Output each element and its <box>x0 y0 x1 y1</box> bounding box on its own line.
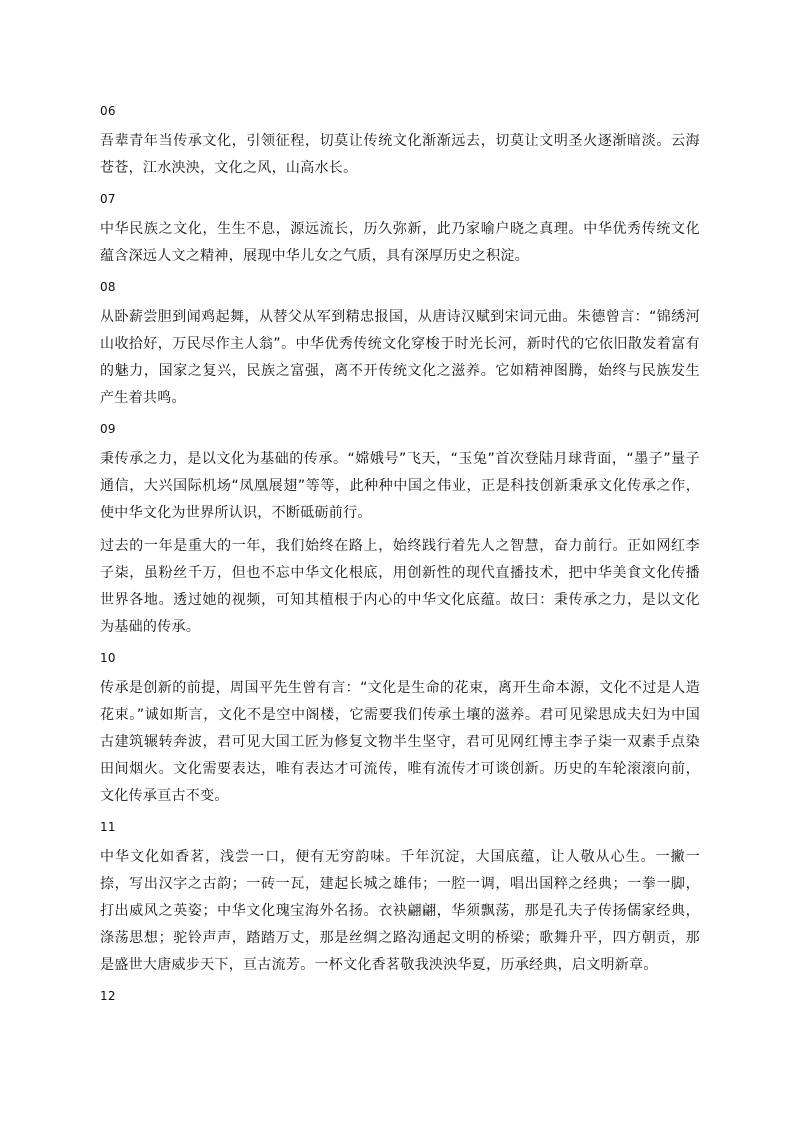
paragraph: 从卧薪尝胆到闻鸡起舞，从替父从军到精忠报国，从唐诗汉赋到宋词元曲。朱德曾言：“锦绣河山收拾好，万民尽作主人翁”。中华优秀传统文化穿梭于时光长河，新时代的它依旧散发着富有的魅力，国家之复兴，民族之富强，离不开传统文化之滋养。它如精神图腾，始终与民族发生产生着共鸣。 <box>100 309 700 406</box>
section-06 <box>100 100 700 182</box>
section-09 <box>100 418 700 641</box>
paragraph: 中华文化如香茗，浅尝一口，便有无穷韵味。千年沉淀，大国底蕴，让人敬从心生。一撇一捺，写出汉字之古韵；一砖一瓦，建起长城之雄伟；一腔一调，唱出国粹之经典；一拳一脚，打出威风之英姿；中华文化瑰宝海外名扬。衣袂翩翩，华须飘荡，那是孔夫子传扬儒家经典，涤荡思想；驼铃声声，踏踏万丈，那是丝绸之路沟通起文明的桥梁；歌舞升平，四方朝贡，那是盛世大唐威步天下，亘古流芳。一杯文化香茗敬我泱泱华夏，历承经典，启文明新章。 <box>100 849 700 973</box>
document-body <box>100 100 700 1013</box>
section-number: 09 <box>100 422 116 436</box>
paragraph: 秉传承之力，是以文化为基础的传承。“嫦娥号”飞天，“玉兔”首次登陆月球背面，“墨子”量子通信，大兴国际机场“凤凰展翅”等等，此种种中国之伟业，正是科技创新秉承文化传承之作，使中华文化为世界所认识，不断砥砺前行。 <box>100 451 700 521</box>
section-number: 06 <box>100 104 116 118</box>
section-number: 11 <box>100 820 116 834</box>
section-number: 12 <box>100 989 116 1003</box>
section-10 <box>100 647 700 810</box>
section-07 <box>100 188 700 270</box>
paragraph: 过去的一年是重大的一年，我们始终在路上，始终践行着先人之智慧，奋力前行。正如网红李子柒，虽粉丝千万，但也不忘中华文化根底，用创新性的现代直播技术，把中华美食文化传播世界各地。透过她的视频，可知其植根于内心的中华文化底蕴。故曰：秉传承之力，是以文化为基础的传承。 <box>100 538 700 635</box>
section-number: 10 <box>100 651 116 665</box>
section-number: 08 <box>100 280 116 294</box>
section-12 <box>100 985 700 1007</box>
paragraph: 中华民族之文化，生生不息，源远流长，历久弥新，此乃家喻户晓之真理。中华优秀传统文化蕴含深远人文之精神，展现中华儿女之气质，具有深厚历史之积淀。 <box>100 221 700 264</box>
section-08 <box>100 276 700 412</box>
paragraph: 传承是创新的前提，周国平先生曾有言：“文化是生命的花束，离开生命本源，文化不过是人造花束。”诚如斯言，文化不是空中阁楼，它需要我们传承土壤的滋养。君可见梁思成夫妇为中国古建筑辗转奔波，君可见大国工匠为修复文物半生坚守，君可见网红博主李子柒一双素手点染田间烟火。文化需要表达，唯有表达才可流传，唯有流传才可谈创新。历史的车轮滚滚向前，文化传承亘古不变。 <box>100 680 700 804</box>
section-number: 07 <box>100 192 116 206</box>
section-11 <box>100 816 700 979</box>
paragraph: 吾辈青年当传承文化，引领征程，切莫让传统文化渐渐远去，切莫让文明圣火逐渐暗淡。云海苍苍，江水泱泱，文化之风，山高水长。 <box>100 133 700 176</box>
